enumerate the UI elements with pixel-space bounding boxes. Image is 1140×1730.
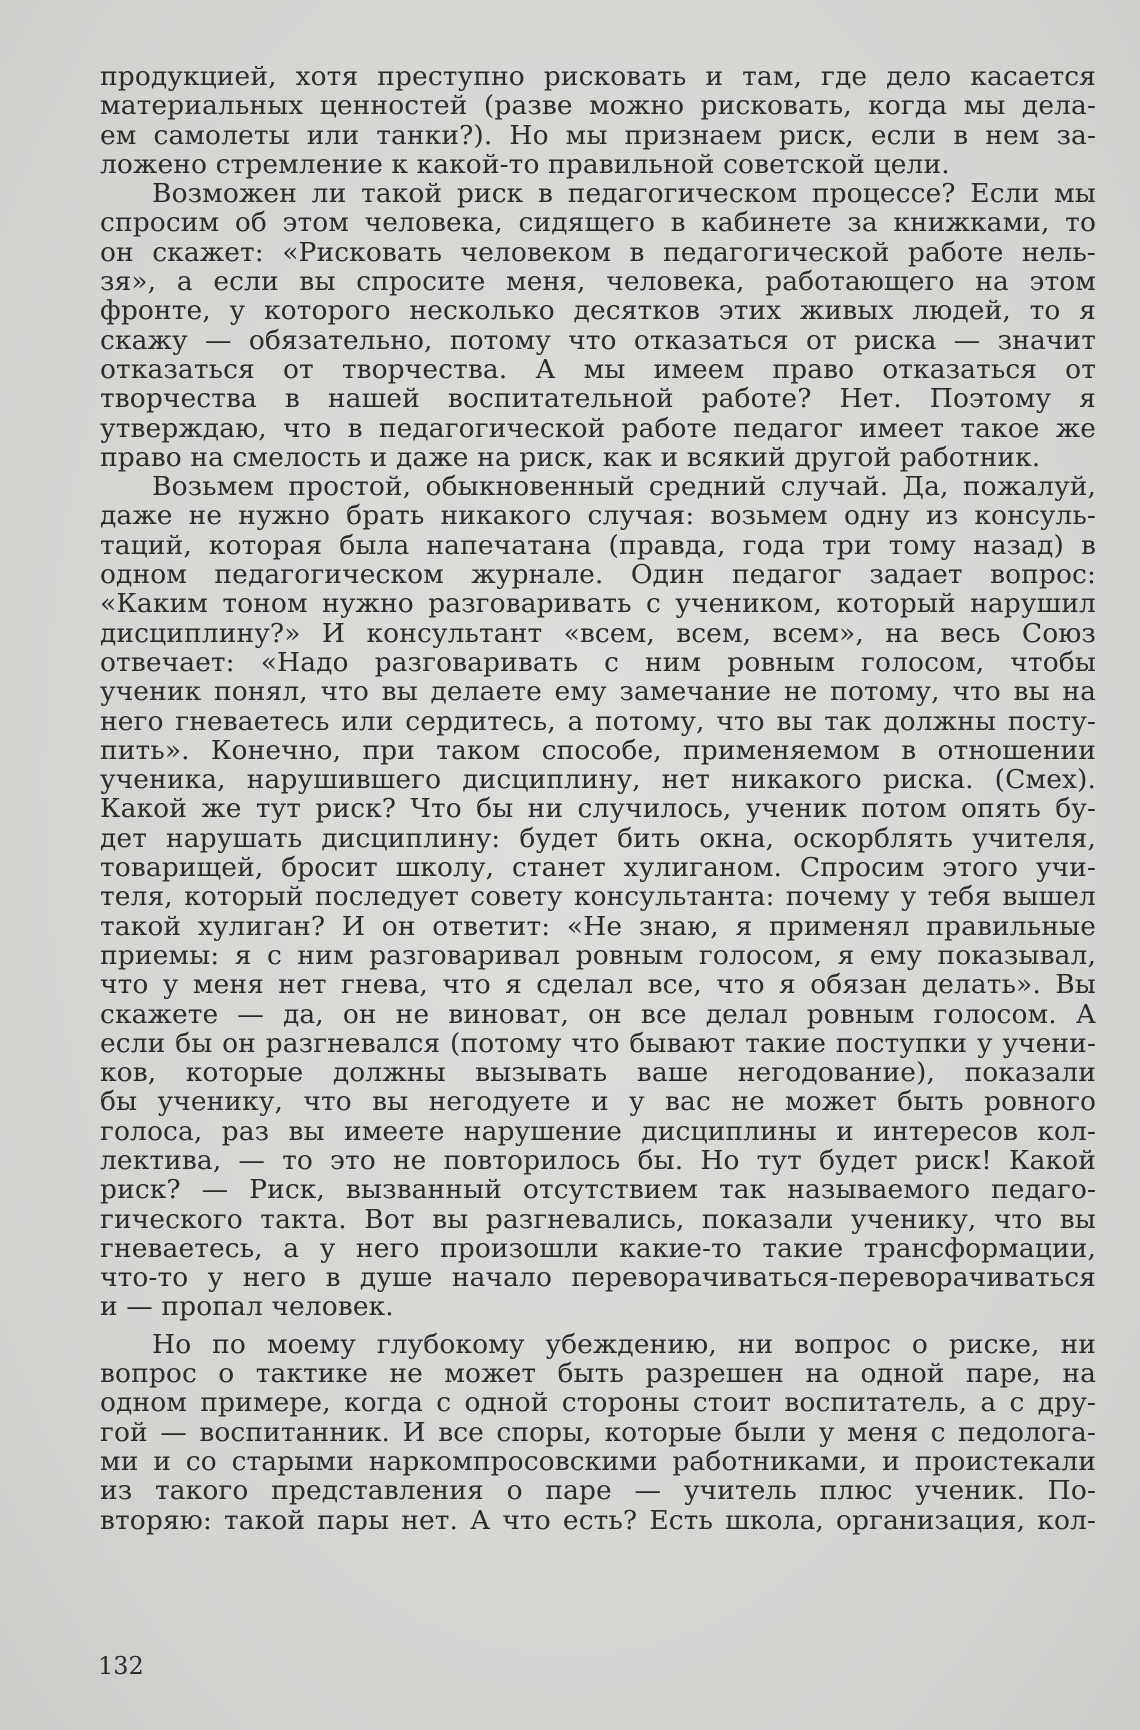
text-line: пить». Конечно, при таком способе, применяемом в отношении bbox=[100, 735, 1096, 766]
text-line: продукцией, хотя преступно рисковать и там, где дело касается bbox=[100, 62, 1096, 92]
text-line: гневаетесь, а у него произошли какие-то такие трансформации, bbox=[100, 1233, 1096, 1264]
text-line: даже не нужно брать никакого случая: возьмем одну из консуль- bbox=[100, 501, 1096, 531]
text-line: гического такта. Вот вы разгневались, показали ученику, что вы bbox=[100, 1204, 1096, 1234]
text-line: ков, которые должны вызывать ваше негодование), показали bbox=[100, 1058, 1096, 1088]
text-line: и — пропал человек. bbox=[100, 1292, 394, 1322]
text-line: утверждаю, что в педагогической работе педагог имеет такое же bbox=[100, 413, 1096, 443]
text-line: ученика, нарушившего дисциплину, нет никакого риска. (Смех). bbox=[100, 765, 1096, 795]
text-line: если бы он разгневался (потому что бывают такие поступки у учени- bbox=[100, 1028, 1096, 1059]
text-line: «Каким тоном нужно разговаривать с учеником, который нарушил bbox=[100, 589, 1096, 619]
text-line: одном педагогическом журнале. Один педагог задает вопрос: bbox=[100, 560, 1096, 590]
text-line: скажете — да, он не виноват, он все делал ровным голосом. А bbox=[100, 999, 1096, 1029]
text-line: лектива, — то это не повторилось бы. Но тут будет риск! Какой bbox=[100, 1145, 1096, 1176]
text-line: дисциплину?» И консультант «всем, всем, всем», на весь Союз bbox=[100, 618, 1096, 648]
page-body-text bbox=[100, 62, 1096, 1535]
text-line: из такого представления о паре — учитель плюс ученик. По- bbox=[100, 1476, 1096, 1506]
text-line: зя», а если вы спросите меня, человека, работающего на этом bbox=[100, 267, 1096, 297]
text-line: Но по моему глубокому убеждению, ни вопрос о риске, ни bbox=[152, 1329, 1096, 1360]
text-line: дет нарушать дисциплину: будет бить окна, оскорблять учителя, bbox=[100, 823, 1096, 854]
text-line: отказаться от творчества. А мы имеем право отказаться от bbox=[100, 354, 1096, 385]
text-line: Возможен ли такой риск в педагогическом процессе? Если мы bbox=[152, 179, 1096, 209]
text-line: что у меня нет гнева, что я сделал все, что я обязан делать». Вы bbox=[100, 970, 1096, 1000]
text-line: ученик понял, что вы делаете ему замечание не потому, что вы на bbox=[100, 677, 1096, 707]
text-line: скажу — обязательно, потому что отказаться от риска — значит bbox=[100, 325, 1096, 355]
text-line: он скажет: «Рисковать человеком в педагогической работе нель- bbox=[100, 237, 1096, 268]
text-line: товарищей, бросит школу, станет хулиганом. Спросим этого учи- bbox=[100, 853, 1096, 883]
page-number: 132 bbox=[98, 1652, 144, 1680]
text-line: приемы: я с ним разговаривал ровным голосом, я ему показывал, bbox=[100, 940, 1096, 971]
text-line: вторяю: такой пары нет. А что есть? Есть школа, организация, кол- bbox=[100, 1505, 1096, 1535]
text-line: спросим об этом человека, сидящего в кабинете за книжками, то bbox=[100, 208, 1096, 238]
text-line: ем самолеты или танки?). Но мы признаем риск, если в нем за- bbox=[100, 120, 1096, 150]
text-line: таций, которая была напечатана (правда, года три тому назад) в bbox=[100, 530, 1096, 561]
text-line: отвечает: «Надо разговаривать с ним ровным голосом, чтобы bbox=[100, 647, 1096, 678]
text-line: него гневаетесь или сердитесь, а потому, что вы так должны посту- bbox=[100, 706, 1096, 736]
text-line: право на смелость и даже на риск, как и всякий другой работник. bbox=[100, 442, 1041, 473]
text-line: фронте, у которого несколько десятков этих живых людей, то я bbox=[100, 296, 1096, 326]
text-line: вопрос о тактике не может быть разрешен на одной паре, на bbox=[100, 1359, 1096, 1389]
text-line: такой хулиган? И он ответит: «Не знаю, я применял правильные bbox=[100, 911, 1096, 941]
text-line: ми и со старыми наркомпросовскими работниками, и проистекали bbox=[100, 1446, 1096, 1477]
text-line: Возьмем простой, обыкновенный средний случай. Да, пожалуй, bbox=[152, 472, 1096, 502]
text-line: гой — воспитанник. И все споры, которые были у меня с педолога- bbox=[100, 1417, 1096, 1447]
text-line: ложено стремление к какой-то правильной советской цели. bbox=[100, 149, 950, 180]
paragraph-gap bbox=[100, 1322, 1096, 1330]
text-line: материальных ценностей (разве можно рисковать, когда мы дела- bbox=[100, 91, 1096, 121]
text-line: Какой же тут риск? Что бы ни случилось, ученик потом опять бу- bbox=[100, 794, 1096, 824]
text-line: теля, который последует совету консультанта: почему у тебя вышел bbox=[100, 882, 1096, 912]
text-line: бы ученику, что вы негодуете и у вас не может быть ровного bbox=[100, 1087, 1096, 1117]
text-line: голоса, раз вы имеете нарушение дисциплины и интересов кол- bbox=[100, 1116, 1096, 1146]
text-line: что-то у него в душе начало переворачиваться-переворачиваться bbox=[100, 1263, 1096, 1293]
text-line: творчества в нашей воспитательной работе? Нет. Поэтому я bbox=[100, 384, 1096, 414]
text-line: одном примере, когда с одной стороны стоит воспитатель, а с дру- bbox=[100, 1388, 1096, 1418]
text-line: риск? — Риск, вызванный отсутствием так называемого педаго- bbox=[100, 1175, 1096, 1205]
